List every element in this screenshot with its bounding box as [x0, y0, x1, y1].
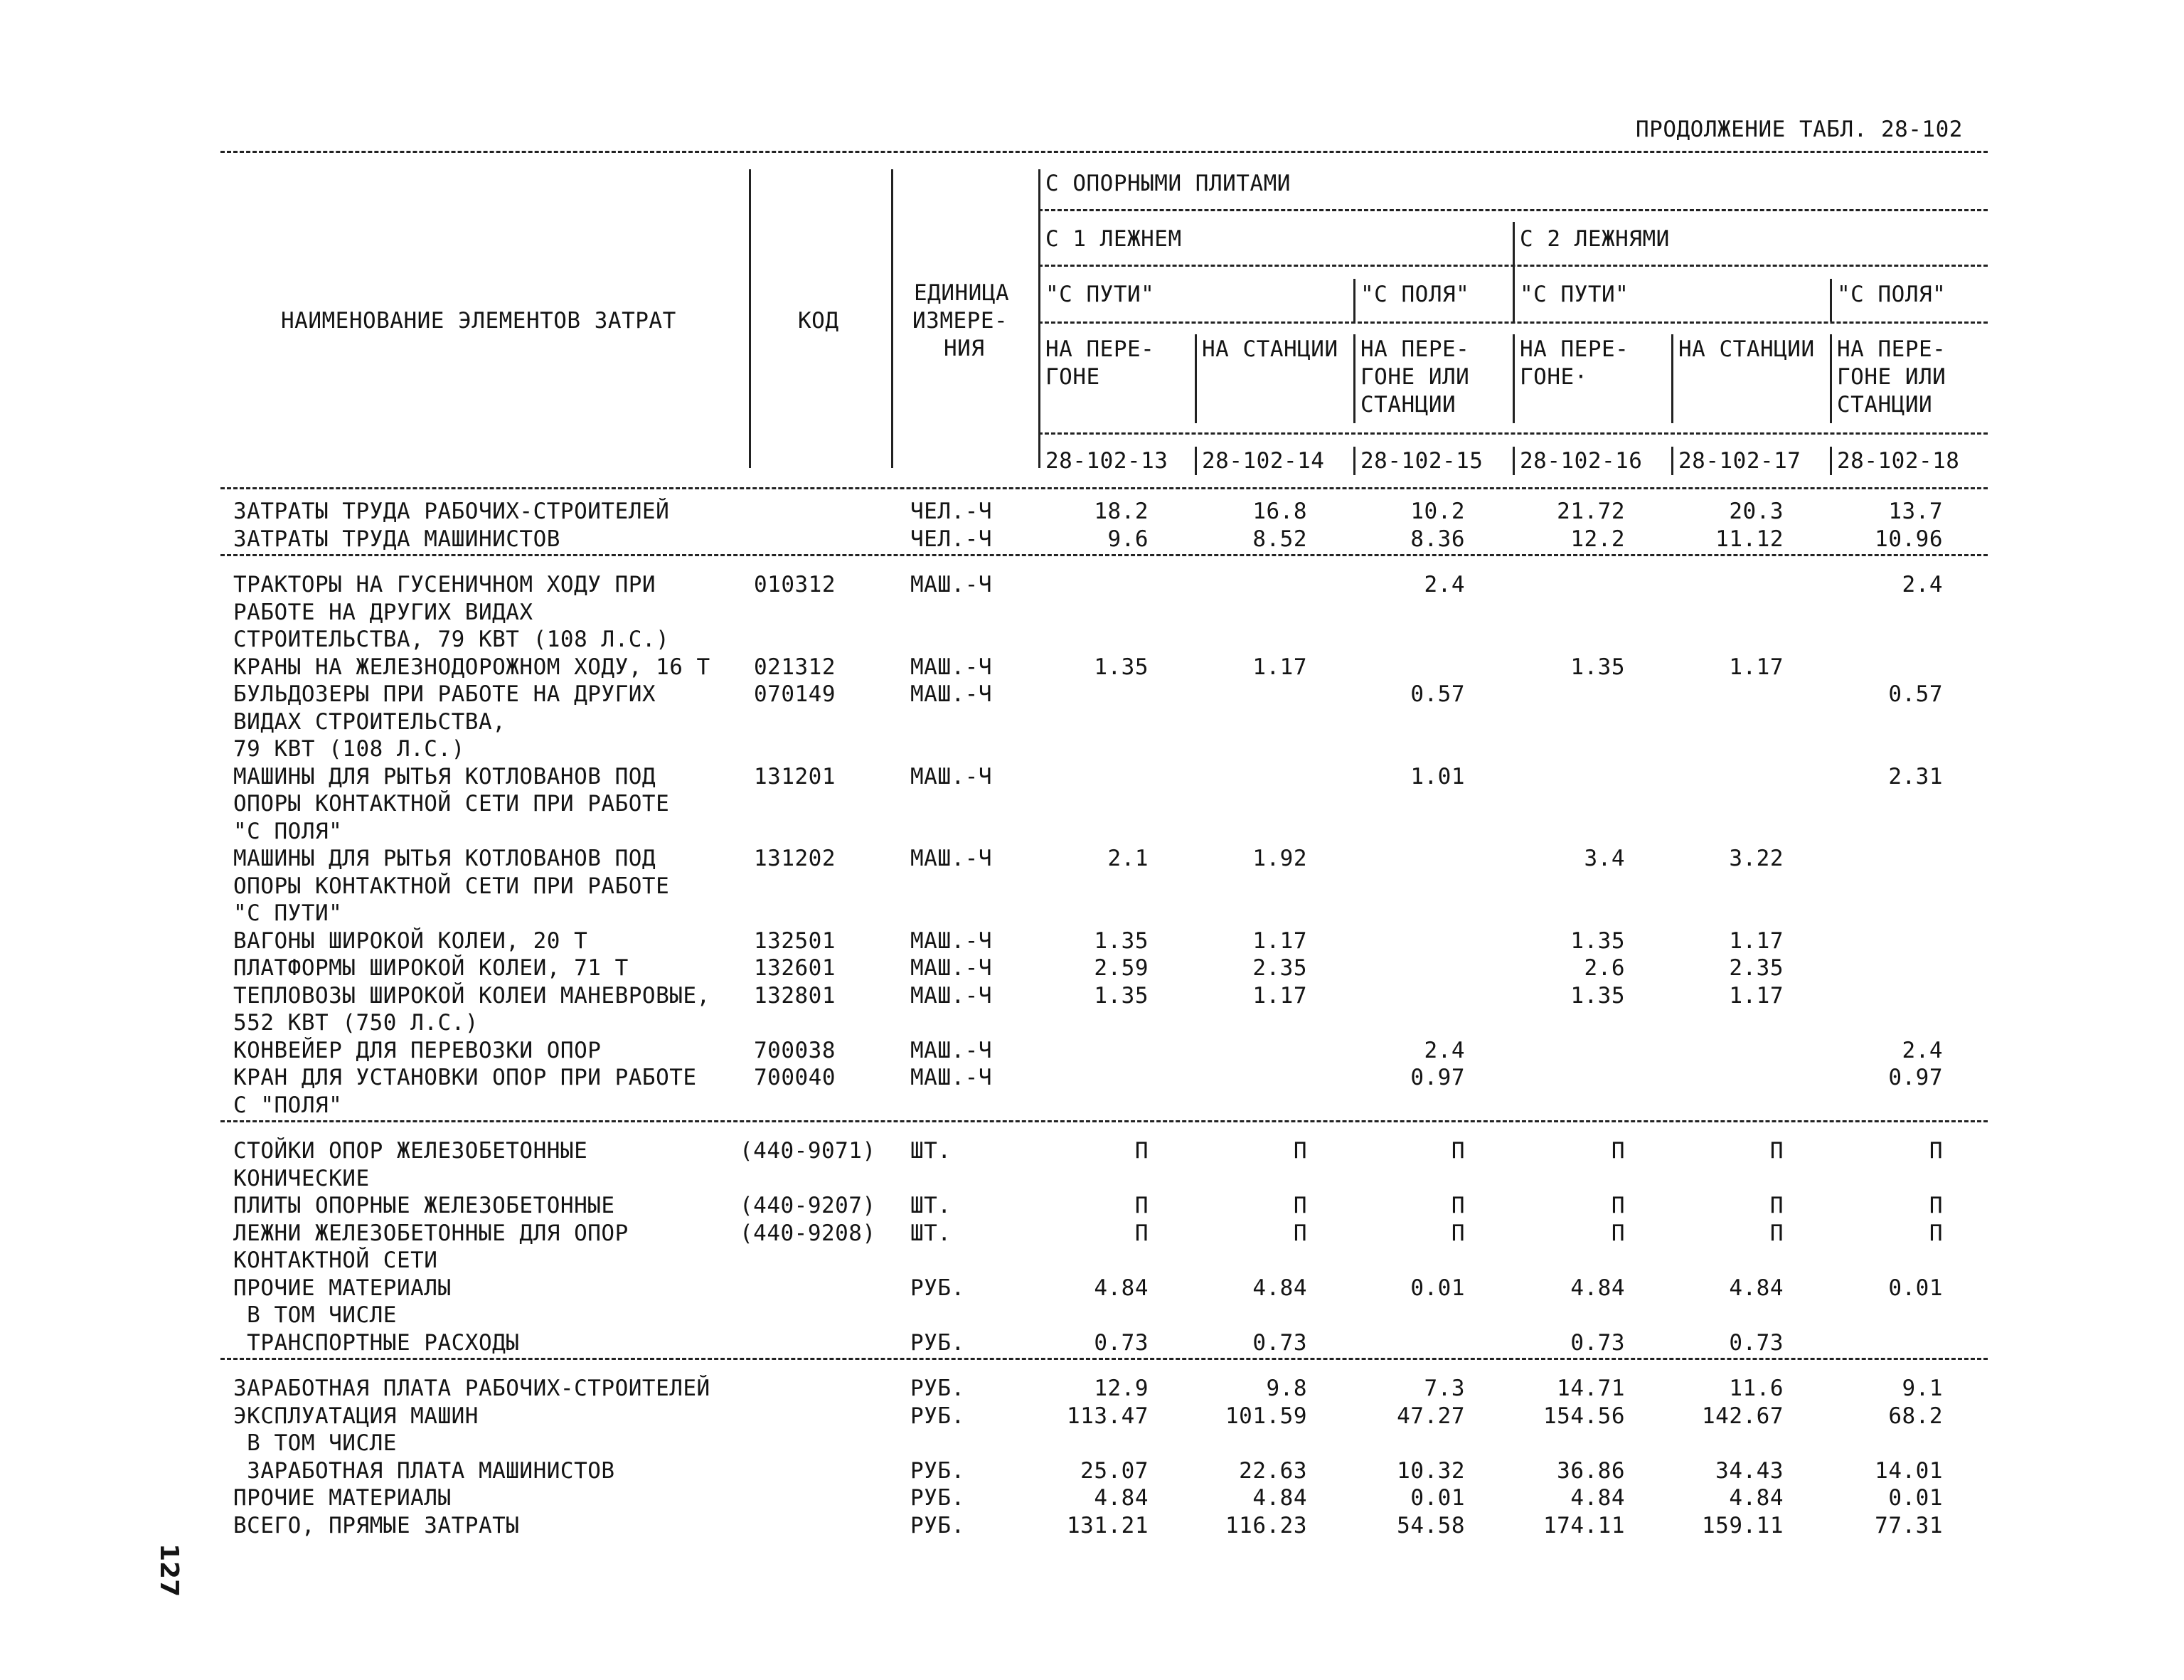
row-unit: РУБ. [910, 1403, 965, 1429]
row-value-col-1: П [1134, 1221, 1149, 1246]
row-value-col-6: 2.31 [1888, 764, 1943, 790]
header-field1-label: "С ПОЛЯ" [1360, 282, 1470, 307]
row-unit: РУБ. [910, 1513, 965, 1538]
row-value-col-4: 3.4 [1584, 846, 1625, 871]
row-value-col-5: 11.6 [1729, 1376, 1784, 1401]
row-code: 131202 [754, 846, 836, 871]
header-divider-col3 [1353, 334, 1355, 423]
row-value-col-1: 12.9 [1094, 1376, 1149, 1401]
row-value-col-6: П [1929, 1221, 1943, 1246]
header-col-1-l1: НА ПЕРЕ- [1045, 336, 1155, 362]
row-value-col-6: 14.01 [1875, 1458, 1943, 1484]
row-value-col-4: 2.6 [1584, 955, 1625, 981]
row-value-col-5: 0.73 [1729, 1330, 1784, 1356]
row-value-col-1: 2.59 [1094, 955, 1149, 981]
header-divider-code [891, 169, 893, 468]
row-name-continuation: РАБОТЕ НА ДРУГИХ ВИДАХ [233, 600, 533, 625]
row-name: ЛЕЖНИ ЖЕЛЕЗОБЕТОННЫЕ ДЛЯ ОПОР [233, 1221, 629, 1246]
row-value-col-6: 0.97 [1888, 1065, 1943, 1090]
header-divider-code5 [1671, 447, 1673, 475]
header-divider-field2 [1830, 279, 1832, 321]
header-sub1-label: С 1 ЛЕЖНЕМ [1045, 226, 1182, 252]
header-col-5-l1: НА СТАНЦИИ [1678, 336, 1815, 362]
row-value-col-2: 4.84 [1252, 1485, 1307, 1511]
row-value-col-4: 154.56 [1543, 1403, 1625, 1429]
row-unit: РУБ. [910, 1376, 965, 1401]
header-col-2-l1: НА СТАНЦИИ [1202, 336, 1338, 362]
row-code: (440-9207) [740, 1193, 876, 1218]
section-rule-1 [220, 554, 1988, 556]
header-divider-col4 [1513, 334, 1515, 423]
row-code: 700038 [754, 1038, 836, 1063]
row-value-col-6: 2.4 [1902, 572, 1943, 597]
row-name: ПРОЧИЕ МАТЕРИАЛЫ [233, 1485, 452, 1511]
section-rule-2 [220, 1120, 1988, 1122]
row-unit: ШТ. [910, 1221, 952, 1246]
row-value-col-5: 1.17 [1729, 983, 1784, 1009]
row-code: 021312 [754, 654, 836, 680]
row-value-col-1: 1.35 [1094, 928, 1149, 954]
header-rule-mode [1038, 321, 1988, 324]
row-value-col-2: П [1293, 1138, 1307, 1164]
row-code: (440-9208) [740, 1221, 876, 1246]
row-value-col-5: 142.67 [1702, 1403, 1784, 1429]
row-value-col-5: 11.12 [1715, 526, 1784, 552]
header-unit-line2: ИЗМЕРЕ- [912, 308, 1008, 334]
row-value-col-6: П [1929, 1193, 1943, 1218]
header-divider-col5 [1671, 334, 1673, 423]
row-value-col-1: 2.1 [1107, 846, 1149, 871]
row-value-col-4: П [1611, 1193, 1625, 1218]
row-name-continuation: "С ПОЛЯ" [233, 819, 343, 844]
row-value-col-5: П [1769, 1221, 1784, 1246]
row-name: ЗАРАБОТНАЯ ПЛАТА МАШИНИСТОВ [233, 1458, 615, 1484]
row-name-continuation: В ТОМ ЧИСЛЕ [233, 1430, 397, 1456]
header-name-column: НАИМЕНОВАНИЕ ЭЛЕМЕНТОВ ЗАТРАТ [281, 308, 676, 334]
row-code: 070149 [754, 681, 836, 707]
row-name: КОНВЕЙЕР ДЛЯ ПЕРЕВОЗКИ ОПОР [233, 1038, 602, 1063]
row-value-col-6: 10.96 [1875, 526, 1943, 552]
row-name: ЗАТРАТЫ ТРУДА РАБОЧИХ-СТРОИТЕЛЕЙ [233, 499, 670, 524]
row-name-continuation: ВИДАХ СТРОИТЕЛЬСТВА, [233, 709, 506, 735]
header-group-label: С ОПОРНЫМИ ПЛИТАМИ [1045, 171, 1291, 196]
row-value-col-4: 174.11 [1543, 1513, 1625, 1538]
row-value-col-1: 113.47 [1067, 1403, 1149, 1429]
header-unit-line3: НИЯ [944, 336, 985, 361]
header-unit-line1: ЕДИНИЦА [914, 280, 1010, 306]
header-divider-code4 [1513, 447, 1515, 475]
row-value-col-6: 13.7 [1888, 499, 1943, 524]
row-value-col-3: 47.27 [1397, 1403, 1465, 1429]
row-name-continuation: ОПОРЫ КОНТАКТНОЙ СЕТИ ПРИ РАБОТЕ [233, 873, 670, 899]
header-field2-label: "С ПОЛЯ" [1837, 282, 1946, 307]
row-value-col-5: 159.11 [1702, 1513, 1784, 1538]
row-name: ТРАНСПОРТНЫЕ РАСХОДЫ [233, 1330, 520, 1356]
row-value-col-1: 4.84 [1094, 1485, 1149, 1511]
row-value-col-5: 4.84 [1729, 1275, 1784, 1301]
row-unit: ЧЕЛ.-Ч [910, 526, 992, 552]
row-value-col-4: 1.35 [1570, 654, 1625, 680]
row-value-col-6: 68.2 [1888, 1403, 1943, 1429]
row-value-col-5: 20.3 [1729, 499, 1784, 524]
row-name: МАШИНЫ ДЛЯ РЫТЬЯ КОТЛОВАНОВ ПОД [233, 764, 656, 790]
row-name-continuation: В ТОМ ЧИСЛЕ [233, 1302, 397, 1328]
row-value-col-3: 1.01 [1410, 764, 1465, 790]
row-name: ТЕПЛОВОЗЫ ШИРОКОЙ КОЛЕИ МАНЕВРОВЫЕ, [233, 983, 710, 1009]
row-value-col-5: 4.84 [1729, 1485, 1784, 1511]
row-value-col-5: П [1769, 1138, 1784, 1164]
header-top-rule [220, 151, 1988, 153]
row-name: БУЛЬДОЗЕРЫ ПРИ РАБОТЕ НА ДРУГИХ [233, 681, 656, 707]
row-value-col-1: 18.2 [1094, 499, 1149, 524]
row-value-col-5: 2.35 [1729, 955, 1784, 981]
row-value-col-2: П [1293, 1193, 1307, 1218]
row-unit: РУБ. [910, 1485, 965, 1511]
row-value-col-4: 4.84 [1570, 1485, 1625, 1511]
header-col-4-l1: НА ПЕРЕ- [1520, 336, 1629, 362]
row-unit: МАШ.-Ч [910, 1065, 992, 1090]
row-name: ЗАРАБОТНАЯ ПЛАТА РАБОЧИХ-СТРОИТЕЛЕЙ [233, 1376, 710, 1401]
header-rule-codes [1038, 432, 1988, 435]
row-name-continuation: 552 КВТ (750 Л.С.) [233, 1010, 479, 1036]
row-name: ПЛАТФОРМЫ ШИРОКОЙ КОЛЕИ, 71 Т [233, 955, 629, 981]
row-value-col-3: П [1451, 1193, 1465, 1218]
row-name-continuation: КОНИЧЕСКИЕ [233, 1166, 370, 1191]
row-code: 131201 [754, 764, 836, 790]
row-value-col-2: 2.35 [1252, 955, 1307, 981]
header-divider-code3 [1353, 447, 1355, 475]
row-value-col-2: 1.17 [1252, 654, 1307, 680]
header-col-5-code: 28-102-17 [1678, 448, 1801, 474]
row-value-col-2: 1.17 [1252, 928, 1307, 954]
header-divider-col6 [1830, 334, 1832, 423]
row-value-col-4: 1.35 [1570, 983, 1625, 1009]
header-road2-label: "С ПУТИ" [1520, 282, 1629, 307]
row-value-col-4: 4.84 [1570, 1275, 1625, 1301]
row-code: 132501 [754, 928, 836, 954]
row-name: ПЛИТЫ ОПОРНЫЕ ЖЕЛЕЗОБЕТОННЫЕ [233, 1193, 615, 1218]
row-value-col-5: 1.17 [1729, 928, 1784, 954]
header-col-6-code: 28-102-18 [1837, 448, 1960, 474]
row-value-col-6: 0.57 [1888, 681, 1943, 707]
section-rule-3 [220, 1358, 1988, 1360]
row-value-col-2: 116.23 [1225, 1513, 1307, 1538]
row-code: 132801 [754, 983, 836, 1009]
row-unit: МАШ.-Ч [910, 846, 992, 871]
row-value-col-3: 0.01 [1410, 1485, 1465, 1511]
row-unit: РУБ. [910, 1330, 965, 1356]
header-sub2-label: С 2 ЛЕЖНЯМИ [1520, 226, 1670, 252]
row-value-col-3: 10.2 [1410, 499, 1465, 524]
row-value-col-1: 9.6 [1107, 526, 1149, 552]
row-unit: ШТ. [910, 1138, 952, 1164]
row-value-col-5: 3.22 [1729, 846, 1784, 871]
row-value-col-2: 0.73 [1252, 1330, 1307, 1356]
row-value-col-2: 101.59 [1225, 1403, 1307, 1429]
header-col-1-code: 28-102-13 [1045, 448, 1168, 474]
row-value-col-6: 77.31 [1875, 1513, 1943, 1538]
row-value-col-4: П [1611, 1221, 1625, 1246]
row-value-col-2: 8.52 [1252, 526, 1307, 552]
row-value-col-5: 34.43 [1715, 1458, 1784, 1484]
row-unit: РУБ. [910, 1275, 965, 1301]
header-col-3-l3: СТАНЦИИ [1360, 392, 1456, 418]
row-unit: МАШ.-Ч [910, 654, 992, 680]
row-name-continuation: ОПОРЫ КОНТАКТНОЙ СЕТИ ПРИ РАБОТЕ [233, 791, 670, 817]
row-name: ВАГОНЫ ШИРОКОЙ КОЛЕИ, 20 Т [233, 928, 588, 954]
header-col-4-code: 28-102-16 [1520, 448, 1643, 474]
row-value-col-1: 0.73 [1094, 1330, 1149, 1356]
row-unit: ШТ. [910, 1193, 952, 1218]
header-code-column: КОД [798, 308, 839, 334]
header-road1-label: "С ПУТИ" [1045, 282, 1155, 307]
row-value-col-3: 7.3 [1424, 1376, 1465, 1401]
header-rule-group [1038, 209, 1988, 211]
row-value-col-5: П [1769, 1193, 1784, 1218]
row-unit: РУБ. [910, 1458, 965, 1484]
page-title: ПРОДОЛЖЕНИЕ ТАБЛ. 28-102 [1636, 117, 1963, 142]
row-value-col-3: П [1451, 1138, 1465, 1164]
header-col-2-code: 28-102-14 [1202, 448, 1325, 474]
row-value-col-4: 1.35 [1570, 928, 1625, 954]
row-value-col-2: 1.17 [1252, 983, 1307, 1009]
row-value-col-1: 4.84 [1094, 1275, 1149, 1301]
row-value-col-3: 2.4 [1424, 1038, 1465, 1063]
row-code: (440-9071) [740, 1138, 876, 1164]
row-name: СТОЙКИ ОПОР ЖЕЛЕЗОБЕТОННЫЕ [233, 1138, 588, 1164]
header-divider-code6 [1830, 447, 1832, 475]
row-value-col-2: 1.92 [1252, 846, 1307, 871]
row-name: КРАНЫ НА ЖЕЛЕЗНОДОРОЖНОМ ХОДУ, 16 Т [233, 654, 710, 680]
row-value-col-4: 12.2 [1570, 526, 1625, 552]
row-value-col-4: 0.73 [1570, 1330, 1625, 1356]
header-col-3-code: 28-102-15 [1360, 448, 1483, 474]
header-col-6-l2: ГОНЕ ИЛИ [1837, 364, 1946, 390]
row-value-col-3: 54.58 [1397, 1513, 1465, 1538]
row-unit: МАШ.-Ч [910, 681, 992, 707]
row-name-continuation: СТРОИТЕЛЬСТВА, 79 КВТ (108 Л.С.) [233, 627, 670, 652]
header-divider-unit [1038, 169, 1040, 468]
row-code: 010312 [754, 572, 836, 597]
row-unit: ЧЕЛ.-Ч [910, 499, 992, 524]
header-divider-road2 [1513, 279, 1515, 321]
row-value-col-3: 0.01 [1410, 1275, 1465, 1301]
header-divider-code2 [1195, 447, 1197, 475]
row-value-col-3: 10.32 [1397, 1458, 1465, 1484]
row-value-col-2: 22.63 [1239, 1458, 1307, 1484]
row-value-col-1: П [1134, 1193, 1149, 1218]
row-name: КРАН ДЛЯ УСТАНОВКИ ОПОР ПРИ РАБОТЕ [233, 1065, 697, 1090]
row-name-continuation: "С ПУТИ" [233, 900, 343, 926]
row-name: ВСЕГО, ПРЯМЫЕ ЗАТРАТЫ [233, 1513, 520, 1538]
row-unit: МАШ.-Ч [910, 572, 992, 597]
row-value-col-2: 9.8 [1266, 1376, 1307, 1401]
row-name: ПРОЧИЕ МАТЕРИАЛЫ [233, 1275, 452, 1301]
row-value-col-4: П [1611, 1138, 1625, 1164]
row-value-col-1: П [1134, 1138, 1149, 1164]
header-col-3-l1: НА ПЕРЕ- [1360, 336, 1470, 362]
row-name: МАШИНЫ ДЛЯ РЫТЬЯ КОТЛОВАНОВ ПОД [233, 846, 656, 871]
header-divider-field1 [1353, 279, 1355, 321]
row-value-col-3: 2.4 [1424, 572, 1465, 597]
row-value-col-4: 21.72 [1557, 499, 1625, 524]
header-col-6-l3: СТАНЦИИ [1837, 392, 1933, 418]
row-unit: МАШ.-Ч [910, 983, 992, 1009]
row-name-continuation: С "ПОЛЯ" [233, 1092, 343, 1118]
row-value-col-1: 1.35 [1094, 654, 1149, 680]
row-code: 132601 [754, 955, 836, 981]
row-value-col-6: 0.01 [1888, 1485, 1943, 1511]
row-name-continuation: КОНТАКТНОЙ СЕТИ [233, 1248, 438, 1273]
row-unit: МАШ.-Ч [910, 928, 992, 954]
row-value-col-2: 16.8 [1252, 499, 1307, 524]
row-name: ЗАТРАТЫ ТРУДА МАШИНИСТОВ [233, 526, 560, 552]
row-code: 700040 [754, 1065, 836, 1090]
header-divider-col2 [1195, 334, 1197, 423]
row-name: ТРАКТОРЫ НА ГУСЕНИЧНОМ ХОДУ ПРИ [233, 572, 656, 597]
header-col-3-l2: ГОНЕ ИЛИ [1360, 364, 1470, 390]
row-value-col-6: П [1929, 1138, 1943, 1164]
row-value-col-3: 8.36 [1410, 526, 1465, 552]
row-name-continuation: 79 КВТ (108 Л.С.) [233, 736, 465, 762]
row-value-col-6: 9.1 [1902, 1376, 1943, 1401]
row-value-col-3: 0.97 [1410, 1065, 1465, 1090]
page-number: 127 [154, 1543, 183, 1597]
header-col-4-l2: ГОНЕ· [1520, 364, 1588, 390]
row-unit: МАШ.-Ч [910, 764, 992, 790]
header-col-6-l1: НА ПЕРЕ- [1837, 336, 1946, 362]
row-value-col-5: 1.17 [1729, 654, 1784, 680]
row-value-col-1: 1.35 [1094, 983, 1149, 1009]
row-unit: МАШ.-Ч [910, 1038, 992, 1063]
row-value-col-1: 25.07 [1080, 1458, 1149, 1484]
row-value-col-6: 0.01 [1888, 1275, 1943, 1301]
row-value-col-4: 14.71 [1557, 1376, 1625, 1401]
row-value-col-1: 131.21 [1067, 1513, 1149, 1538]
header-divider-name [749, 169, 751, 468]
header-col-1-l2: ГОНЕ [1045, 364, 1100, 390]
row-value-col-2: 4.84 [1252, 1275, 1307, 1301]
row-value-col-4: 36.86 [1557, 1458, 1625, 1484]
row-value-col-3: 0.57 [1410, 681, 1465, 707]
row-value-col-2: П [1293, 1221, 1307, 1246]
section-rule-0 [220, 487, 1988, 489]
row-value-col-3: П [1451, 1221, 1465, 1246]
row-value-col-6: 2.4 [1902, 1038, 1943, 1063]
row-unit: МАШ.-Ч [910, 955, 992, 981]
row-name: ЭКСПЛУАТАЦИЯ МАШИН [233, 1403, 479, 1429]
